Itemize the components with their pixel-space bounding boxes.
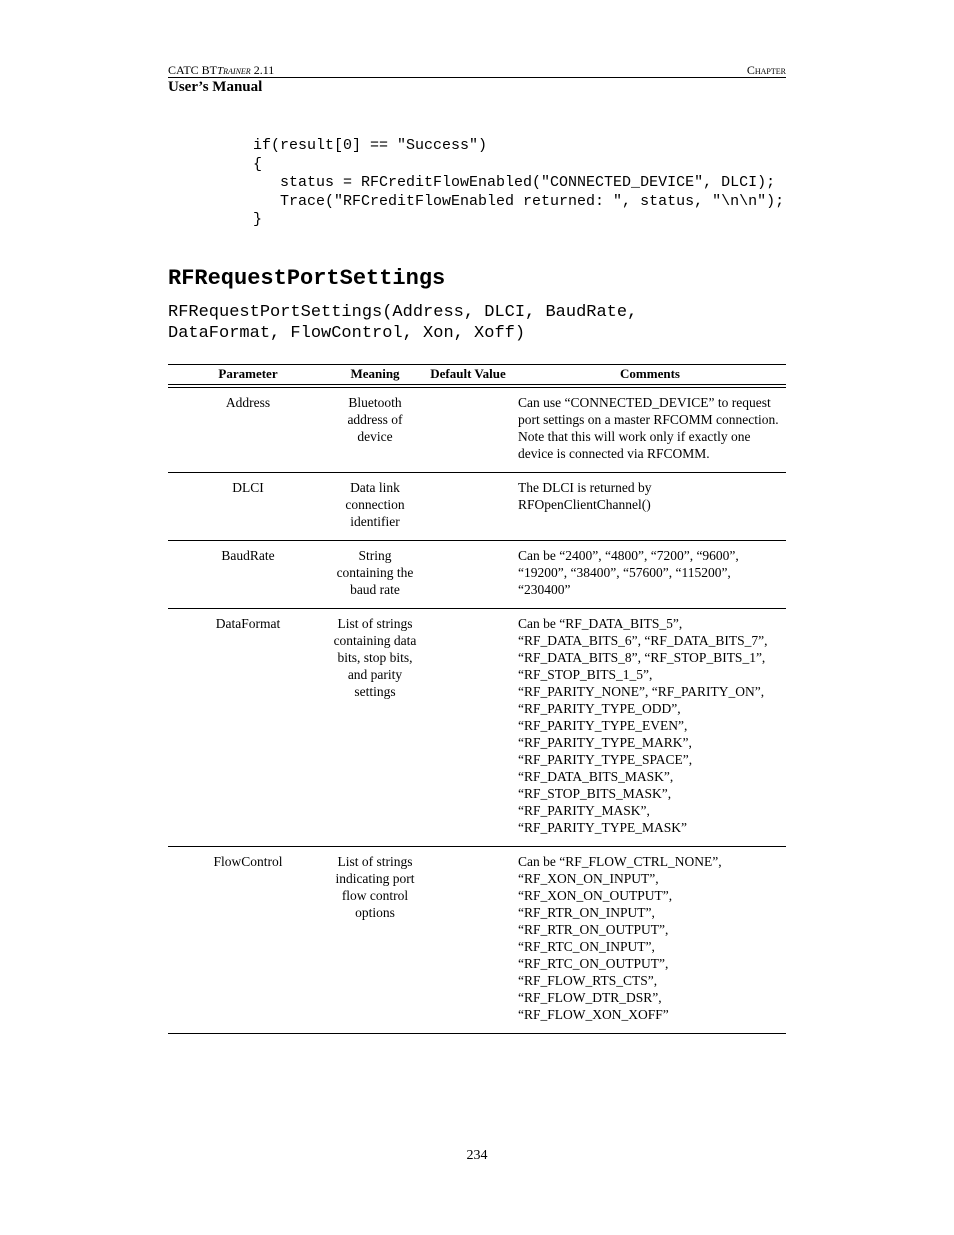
code-example: if(result[0] == "Success") { status = RFCreditFlowEnabled("CONNECTED_DEVICE", DLCI); Trace("RFCreditFlowEnabled returned: ", status, "\n\n"); } — [253, 137, 785, 229]
row-meaning: List of strings containing data bits, stop bits, and parity settings — [328, 609, 422, 847]
header-rule — [168, 77, 786, 78]
row-default — [422, 473, 514, 541]
row-default — [422, 386, 514, 473]
running-header-manual: User’s Manual — [168, 79, 263, 95]
row-comments: Can be “RF_FLOW_CTRL_NONE”, “RF_XON_ON_INPUT”, “RF_XON_ON_OUTPUT”, “RF_RTR_ON_INPUT”, “RF_RTR_ON_OUTPUT”, “RF_RTC_ON_INPUT”, “RF_RTC_ON_OUTPUT”, “RF_FLOW_RTS_CTS”, “RF_FLOW_DTR_DSR”, “RF_FLOW_XON_XOFF” — [514, 847, 786, 1034]
table-row — [168, 473, 786, 541]
row-meaning: Bluetooth address of device — [328, 386, 422, 473]
row-comments: Can use “CONNECTED_DEVICE” to request port settings on a master RFCOMM connection. Note that this will work only if exactly one device is connected via RFCOMM. — [514, 386, 786, 473]
row-parameter: DataFormat — [168, 609, 328, 847]
parameter-table — [168, 364, 786, 1034]
table-row — [168, 541, 786, 609]
header-parameter: Parameter — [168, 365, 328, 387]
running-header-left — [168, 63, 274, 78]
row-default — [422, 609, 514, 847]
row-parameter: Address — [168, 386, 328, 473]
header-product: CATC BT — [168, 63, 218, 77]
row-comments: Can be “2400”, “4800”, “7200”, “9600”, “19200”, “38400”, “57600”, “115200”, “230400” — [514, 541, 786, 609]
header-meaning: Meaning — [328, 365, 422, 387]
page-number: 234 — [466, 1148, 488, 1163]
row-parameter: DLCI — [168, 473, 328, 541]
row-comments: The DLCI is returned by RFOpenClientChannel() — [514, 473, 786, 541]
header-comments: Comments — [514, 365, 786, 387]
row-parameter: BaudRate — [168, 541, 328, 609]
row-default — [422, 541, 514, 609]
table-header-row — [168, 365, 786, 387]
table-row — [168, 386, 786, 473]
function-signature: RFRequestPortSettings(Address, DLCI, BaudRate, DataFormat, FlowControl, Xon, Xoff) — [168, 303, 638, 343]
header-default-value: Default Value — [422, 365, 514, 387]
header-trainer: Trainer — [217, 65, 251, 77]
row-meaning: List of strings indicating port flow control options — [328, 847, 422, 1034]
row-comments: Can be “RF_DATA_BITS_5”, “RF_DATA_BITS_6”, “RF_DATA_BITS_7”, “RF_DATA_BITS_8”, “RF_STOP_BITS_1”, “RF_STOP_BITS_1_5”, “RF_PARITY_NONE”, “RF_PARITY_ON”, “RF_PARITY_TYPE_ODD”, “RF_PARITY_TYPE_EVEN”, “RF_PARITY_TYPE_MARK”, “RF_PARITY_TYPE_SPACE”, “RF_DATA_BITS_MASK”, “RF_STOP_BITS_MASK”, “RF_PARITY_MASK”, “RF_PARITY_TYPE_MASK” — [514, 609, 786, 847]
table-row — [168, 847, 786, 1034]
row-meaning: String containing the baud rate — [328, 541, 422, 609]
header-version: 2.11 — [253, 63, 275, 77]
section-title: RFRequestPortSettings — [168, 266, 446, 291]
row-parameter: FlowControl — [168, 847, 328, 1034]
row-default — [422, 847, 514, 1034]
row-meaning: Data link connection identifier — [328, 473, 422, 541]
table-row — [168, 609, 786, 847]
running-header-chapter: Chapter — [746, 63, 786, 77]
